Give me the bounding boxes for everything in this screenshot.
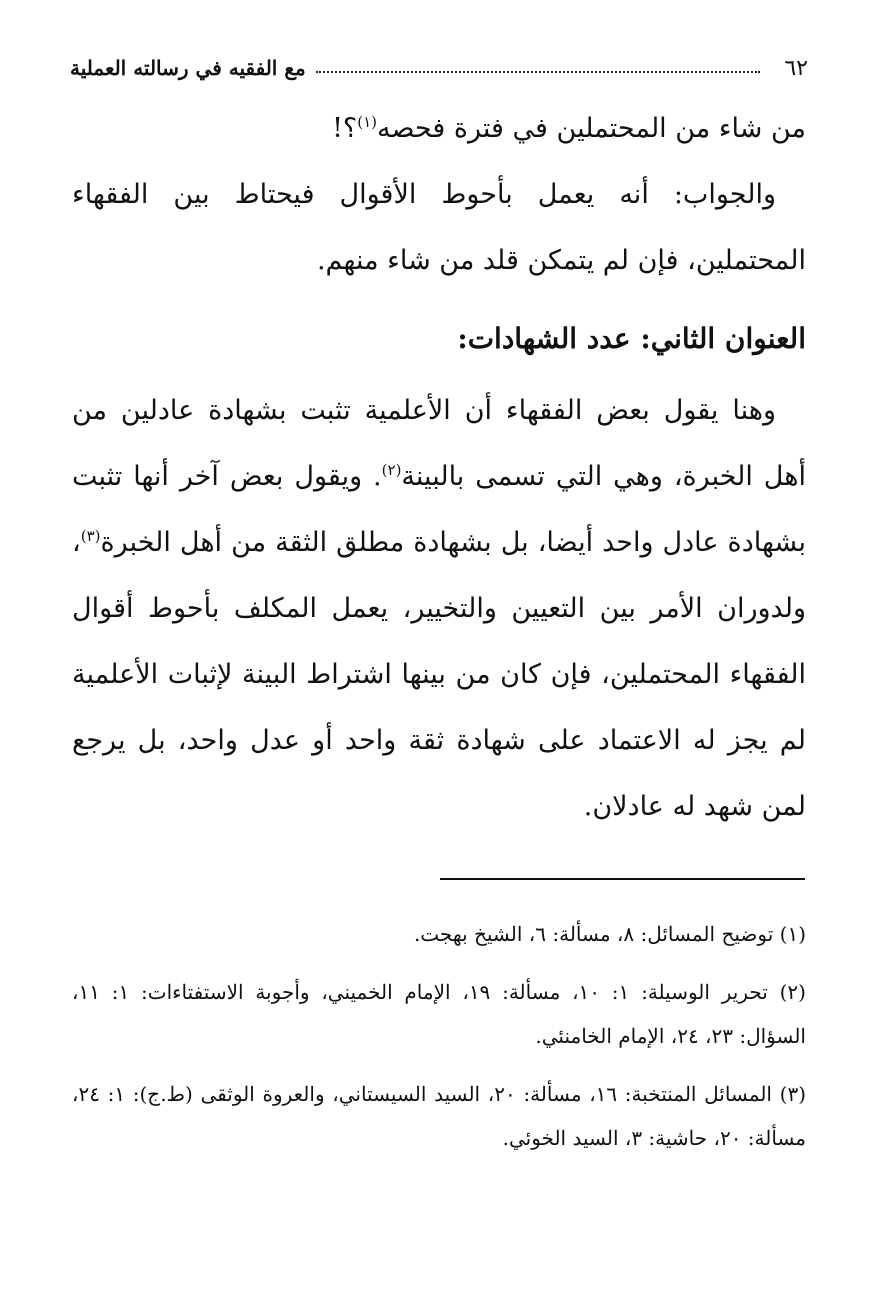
footnote-ref-2: (٢) [381,461,402,479]
paragraph-3-part-b: . ويقول بعض آخر أنها تثبت بشهادة عادل واحد أيضا، بل بشهادة مطلق الثقة من أهل الخبرة [72,461,806,558]
paragraph-1-text: من شاء من المحتملين في فترة فحصه [377,113,806,144]
footnotes [72,912,806,1174]
heading-separator: : [630,322,651,355]
page-number: ٦٢ [784,55,808,81]
paragraph-3-part-a: وهنا يقول بعض الفقهاء أن الأعلمية تثبت بشهادة عادلين من أهل الخبرة، وهي التي تسمى بالبينة [72,395,806,492]
paragraph-2: والجواب: أنه يعمل بأحوط الأقوال فيحتاط بين الفقهاء المحتملين، فإن لم يتمكن قلد من شاء منهم. [72,179,806,276]
footnote-separator [440,878,805,880]
section-heading [72,306,806,372]
paragraph-3-part-c: ، ولدوران الأمر بين التعيين والتخيير، يعمل المكلف بأحوط أقوال الفقهاء المحتملين، فإن كان من بينها اشتراط البينة لإثبات الأعلمية لم يجز له الاعتماد على شهادة ثقة واحد أو عدل واحد، بل يرجع لمن شهد له عادلان. [72,527,806,822]
header-dot-leader [316,71,761,73]
footnote-2: (٢) تحرير الوسيلة: ١: ١٠، مسألة: ١٩، الإمام الخميني، وأجوبة الاستفتاءات: ١: ١١، السؤال: ٢٣، ٢٤، الإمام الخامنئي. [72,980,806,1048]
main-text [72,96,806,840]
footnote-ref-1: (١) [357,113,378,131]
running-header [70,48,808,88]
heading-end: : [457,322,468,355]
paragraph-1 [72,96,806,162]
footnote-1: (١) توضيح المسائل: ٨، مسألة: ٦، الشيخ بهجت. [413,922,806,946]
footnote-ref-3: (٣) [80,527,101,545]
paragraph-3 [72,378,806,840]
heading-label: العنوان الثاني [650,322,806,355]
paragraph-1-tail: ؟! [332,113,358,144]
heading-title: عدد الشهادات [467,322,631,355]
footnote-3: (٣) المسائل المنتخبة: ١٦، مسألة: ٢٠، السيد السيستاني، والعروة الوثقى (ط.ج): ١: ٢٤، مسألة: ٢٠، حاشية: ٣، السيد الخوئي. [72,1082,806,1150]
header-title: مع الفقيه في رسالته العملية [70,56,306,80]
